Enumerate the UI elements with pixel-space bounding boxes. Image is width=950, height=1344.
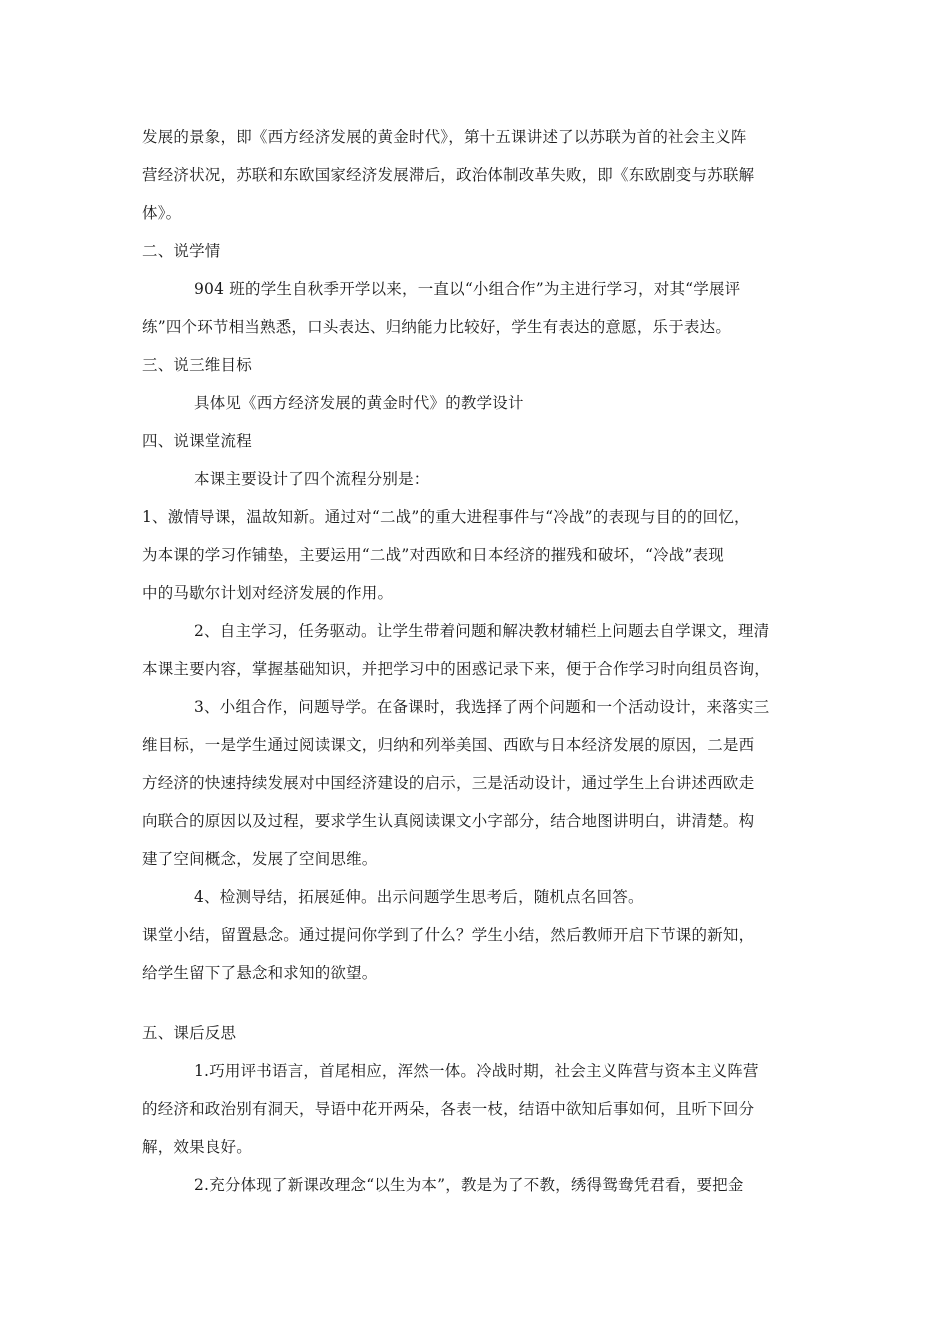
text-line: 为本课的学习作铺垫，主要运用“二战”对西欧和日本经济的摧残和破坏，“冷战”表现 xyxy=(142,546,724,564)
text-line: 三、说三维目标 xyxy=(142,356,252,374)
text-line: 方经济的快速持续发展对中国经济建设的启示，三是活动设计，通过学生上台讲述西欧走 xyxy=(142,774,755,792)
text-line: 发展的景象，即《西方经济发展的黄金时代》，第十五课讲述了以苏联为首的社会主义阵 xyxy=(142,128,747,146)
text-line: 904 班的学生自秋季开学以来，一直以“小组合作”为主进行学习，对其“学展评 xyxy=(194,280,741,298)
text-line: 体》。 xyxy=(142,204,182,222)
text-line: 本课主要设计了四个流程分别是： xyxy=(194,470,430,488)
text-line: 营经济状况，苏联和东欧国家经济发展滞后，政治体制改革失败，即《东欧剧变与苏联解 xyxy=(142,166,755,184)
document-page xyxy=(142,118,818,1204)
text-line: 维目标，一是学生通过阅读课文，归纳和列举美国、西欧与日本经济发展的原因，二是西 xyxy=(142,736,755,754)
text-line: 1、激情导课，温故知新。通过对“二战”的重大进程事件与“冷战”的表现与目的的回忆， xyxy=(142,508,750,526)
text-line: 建了空间概念，发展了空间思维。 xyxy=(142,850,378,868)
text-line: 解，效果良好。 xyxy=(142,1138,252,1156)
text-line: 二、说学情 xyxy=(142,242,221,260)
text-line: 2.充分体现了新课改理念“以生为本”，教是为了不教，绣得鸳鸯凭君看，要把金 xyxy=(194,1176,744,1194)
text-line: 练”四个环节相当熟悉，口头表达、归纳能力比较好，学生有表达的意愿，乐于表达。 xyxy=(142,318,732,336)
text-line: 课堂小结，留置悬念。通过提问你学到了什么？学生小结，然后教师开启下节课的新知， xyxy=(142,926,755,944)
text-line: 五、课后反思 xyxy=(142,1024,237,1042)
text-line: 3、小组合作，问题导学。在备课时，我选择了两个问题和一个活动设计，来落实三 xyxy=(194,698,770,716)
text-line: 1.巧用评书语言，首尾相应，浑然一体。冷战时期，社会主义阵营与资本主义阵营 xyxy=(194,1062,759,1080)
paragraph-gap xyxy=(142,992,818,1014)
text-line: 本课主要内容，掌握基础知识，并把学习中的困惑记录下来，便于合作学习时向组员咨询， xyxy=(142,660,771,678)
text-line: 具体见《西方经济发展的黄金时代》的教学设计 xyxy=(194,394,524,412)
text-line: 4、检测导结，拓展延伸。出示问题学生思考后，随机点名回答。 xyxy=(194,888,644,906)
text-line: 中的马歇尔计划对经济发展的作用。 xyxy=(142,584,394,602)
text-line: 2、自主学习，任务驱动。让学生带着问题和解决教材辅栏上问题去自学课文，理清 xyxy=(194,622,770,640)
text-line: 给学生留下了悬念和求知的欲望。 xyxy=(142,964,378,982)
text-line: 的经济和政治别有洞天，导语中花开两朵，各表一枝，结语中欲知后事如何，且听下回分 xyxy=(142,1100,755,1118)
text-line: 向联合的原因以及过程，要求学生认真阅读课文小字部分，结合地图讲明白，讲清楚。构 xyxy=(142,812,755,830)
text-line: 四、说课堂流程 xyxy=(142,432,252,450)
